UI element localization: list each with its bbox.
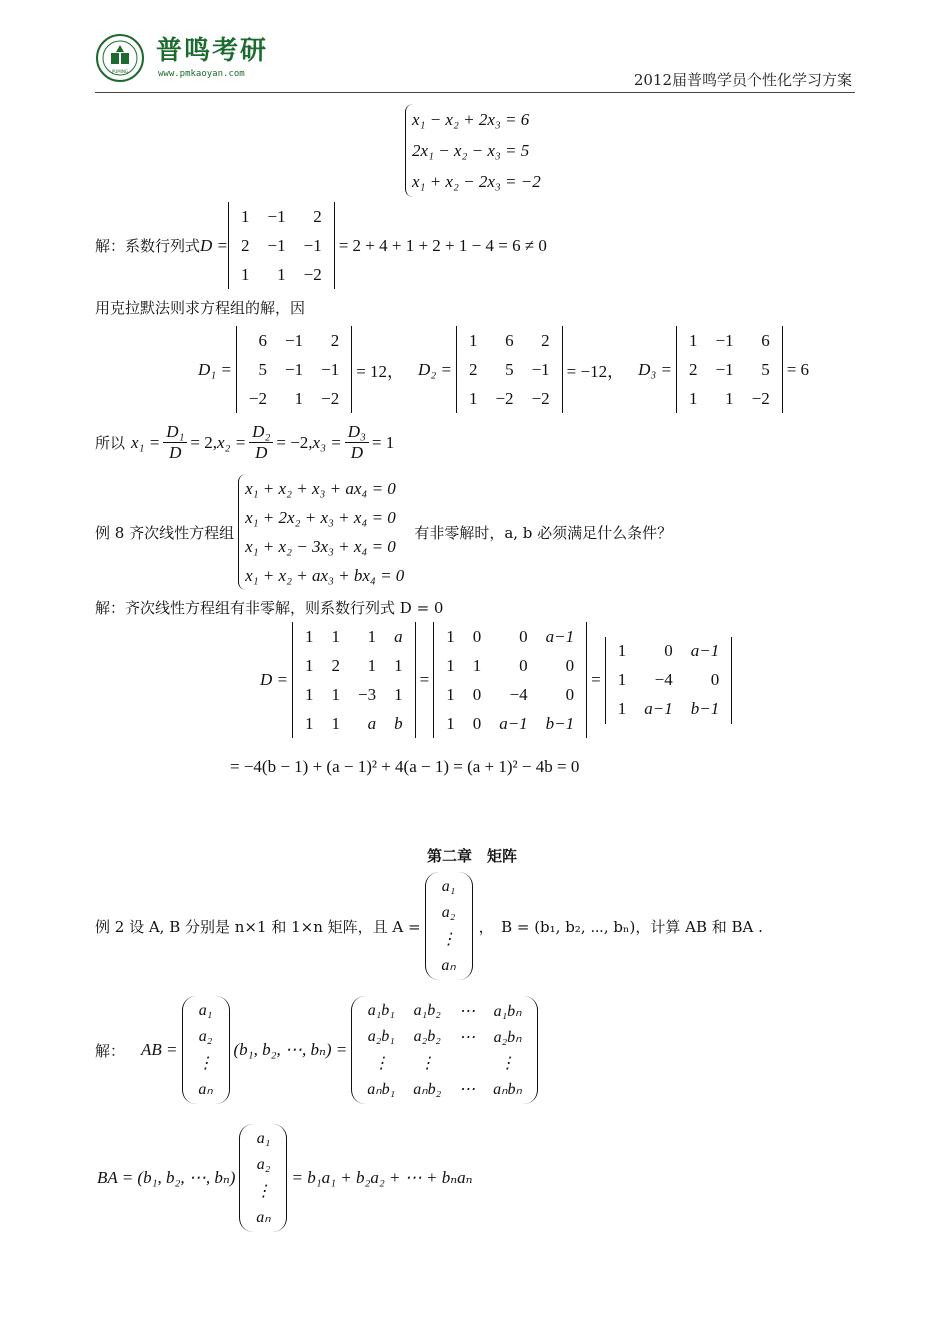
x3-value: = 1 bbox=[371, 432, 395, 452]
matrix-entry: −1 bbox=[285, 330, 304, 350]
matrix-entry: 5 bbox=[761, 359, 770, 379]
x1-label: x₁ = bbox=[131, 432, 161, 452]
column-vector-A bbox=[425, 872, 473, 980]
matrix-entry: −2 bbox=[531, 388, 550, 408]
matrix-entry: 1 bbox=[446, 655, 455, 675]
fraction-denominator: D bbox=[255, 443, 268, 462]
matrix-entry: 5 bbox=[258, 359, 268, 379]
determinant-M1 bbox=[292, 622, 416, 738]
matrix-entry: 0 bbox=[710, 670, 720, 689]
determinant-D bbox=[228, 202, 335, 289]
matrix-entry: 1 bbox=[446, 713, 455, 733]
matrix-entry: 2 bbox=[468, 359, 478, 379]
example-2-label: 例 2 设 A, B 分别是 n×1 和 1×n 矩阵，且 A = bbox=[95, 917, 421, 936]
matrix-entry: 1 bbox=[294, 388, 304, 408]
equation-line: x₁ + x₂ − 2x₃ = −2 bbox=[412, 172, 541, 191]
matrix-entry: −2 bbox=[248, 388, 268, 408]
matrix-entry: a₂b₁ bbox=[367, 1028, 395, 1045]
matrix-entry: a₁ bbox=[256, 1130, 271, 1147]
equation-line: 2x₁ − x₂ − x₃ = 5 bbox=[412, 141, 530, 160]
matrix-entry: a₂bₙ bbox=[493, 1029, 522, 1046]
matrix-entry: −4 bbox=[654, 670, 673, 689]
brand-name: 普鸣考研 bbox=[156, 36, 269, 66]
plan-title: 2012届普鸣学员个性化学习方案 bbox=[633, 71, 852, 89]
cramer-text: 用克拉默法则求方程组的解，因 bbox=[95, 299, 306, 317]
matrix-entry: ⋯ bbox=[459, 1081, 476, 1098]
matrix-entry: a₂b₂ bbox=[413, 1028, 441, 1045]
matrix-entry: 2 bbox=[241, 235, 250, 255]
matrix-entry: ⋮ bbox=[499, 1055, 516, 1072]
matrix-entry: a₁b₂ bbox=[413, 1002, 441, 1019]
matrix-entry: 1 bbox=[725, 388, 734, 408]
matrix-entry: 1 bbox=[617, 641, 627, 660]
matrix-entry: −1 bbox=[267, 235, 286, 255]
solution-values-row bbox=[95, 422, 394, 463]
matrix-entry: 0 bbox=[519, 626, 528, 646]
equation-system-1 bbox=[405, 104, 541, 197]
matrix-entry: aₙ bbox=[441, 957, 456, 974]
column-vector-a-2 bbox=[239, 1124, 287, 1232]
AB-label: AB = bbox=[141, 1040, 178, 1059]
solution-label-2: 解： bbox=[95, 1041, 126, 1060]
matrix-entry: 2 bbox=[330, 330, 340, 350]
x2-value: = −2, bbox=[276, 432, 313, 452]
matrix-entry: ⋮ bbox=[373, 1055, 390, 1072]
matrix-entry: 0 bbox=[472, 626, 482, 646]
D-label: D = bbox=[200, 235, 229, 255]
matrix-entry: 1 bbox=[617, 699, 627, 718]
matrix-entry: −1 bbox=[715, 359, 734, 379]
fraction-x2 bbox=[249, 422, 273, 463]
matrix-entry: a bbox=[394, 626, 403, 646]
matrix-entry: aₙbₙ bbox=[493, 1081, 522, 1098]
matrix-entry: 1 bbox=[241, 264, 250, 284]
BA-result: = b₁a₁ + b₂a₂ + ⋯ + bₙaₙ bbox=[291, 1168, 473, 1187]
determinant-M3 bbox=[605, 637, 732, 724]
D-result: = 2 + 4 + 1 + 2 + 1 − 4 = 6 ≠ 0 bbox=[338, 235, 547, 255]
matrix-entry: 1 bbox=[394, 684, 403, 704]
D1-result: = 12， bbox=[356, 362, 405, 381]
so-label: 所以 bbox=[95, 434, 126, 452]
matrix-entry: 1 bbox=[305, 713, 314, 733]
fraction-numerator: D₃ bbox=[345, 422, 369, 443]
matrix-entry: −1 bbox=[303, 235, 322, 255]
matrix-entry: 0 bbox=[565, 684, 575, 704]
matrix-entry: 1 bbox=[331, 713, 340, 733]
determinant-M2 bbox=[433, 622, 587, 738]
matrix-entry: 6 bbox=[258, 330, 268, 350]
matrix-entry: −1 bbox=[285, 359, 304, 379]
matrix-entry: ⋯ bbox=[459, 1029, 476, 1046]
matrix-entry: a₁ bbox=[198, 1002, 213, 1019]
fraction-x3 bbox=[345, 422, 369, 463]
matrix-entry: 1 bbox=[305, 684, 314, 704]
determinant-D1 bbox=[236, 326, 352, 413]
column-vector-a bbox=[182, 996, 230, 1104]
matrix-entry: a₁bₙ bbox=[493, 1003, 522, 1020]
x1-value: = 2, bbox=[190, 432, 217, 452]
matrix-entry: 1 bbox=[331, 684, 340, 704]
matrix-entry: 1 bbox=[331, 626, 340, 646]
matrix-entry: a−1 bbox=[690, 641, 720, 660]
equation-system-2 bbox=[238, 474, 404, 590]
brand-url: www.pmkaoyan.com bbox=[158, 69, 245, 79]
matrix-entry: 1 bbox=[617, 670, 627, 689]
matrix-entry: 6 bbox=[505, 330, 514, 350]
matrix-entry bbox=[450, 1050, 484, 1076]
matrix-entry: a bbox=[367, 713, 377, 733]
matrix-entry: 0 bbox=[472, 713, 482, 733]
matrix-entry: −2 bbox=[495, 388, 514, 408]
matrix-entry: 6 bbox=[761, 330, 770, 350]
matrix-entry: 1 bbox=[367, 626, 377, 646]
matrix-entry: −2 bbox=[303, 264, 322, 284]
fraction-numerator: D₂ bbox=[249, 422, 273, 443]
svg-text:PUMING: PUMING bbox=[111, 69, 129, 74]
logo-icon bbox=[95, 33, 145, 83]
equation-line: x₁ + x₂ + ax₃ + bx₄ = 0 bbox=[245, 566, 405, 585]
example-8-label: 例 8 齐次线性方程组 bbox=[95, 523, 235, 542]
equation-line: x₁ + 2x₂ + x₃ + x₄ = 0 bbox=[245, 508, 396, 527]
matrix-entry: −2 bbox=[321, 388, 340, 408]
matrix-entry: 1 bbox=[277, 264, 286, 284]
matrix-entry: a₂ bbox=[441, 904, 456, 921]
matrix-entry: a−1 bbox=[499, 713, 528, 733]
header-divider bbox=[95, 92, 855, 93]
matrix-entry: ⋯ bbox=[459, 1003, 476, 1020]
matrix-entry: 1 bbox=[472, 655, 482, 675]
matrix-entry: a₁ bbox=[441, 878, 456, 895]
D1-label: D₁ = bbox=[198, 359, 232, 379]
matrix-entry: a₂ bbox=[256, 1156, 271, 1173]
matrix-entry: aₙb₁ bbox=[367, 1081, 396, 1098]
x3-label: x₃ = bbox=[312, 432, 342, 452]
fraction-denominator: D bbox=[169, 443, 182, 462]
example-2-text: ， B = (b₁, b₂, ⋯, bₙ)，计算 AB 和 BA . bbox=[478, 917, 763, 936]
matrix-entry: −1 bbox=[267, 206, 286, 226]
example-8-solution-text: 解：齐次线性方程组有非零解，则系数行列式 D = 0 bbox=[95, 599, 444, 617]
matrix-entry: ⋮ bbox=[255, 1183, 272, 1200]
fraction-x1 bbox=[163, 422, 187, 463]
example-8 bbox=[95, 474, 672, 590]
matrix-entry: a₁b₁ bbox=[367, 1002, 395, 1019]
determinant-D2 bbox=[456, 326, 563, 413]
AB-matrix bbox=[351, 996, 538, 1104]
matrix-entry: 1 bbox=[446, 626, 455, 646]
determinant-D3 bbox=[676, 326, 783, 413]
matrix-entry: 0 bbox=[519, 655, 528, 675]
AB-computation bbox=[95, 996, 538, 1104]
matrix-entry: 2 bbox=[689, 359, 698, 379]
fraction-denominator: D bbox=[350, 443, 363, 462]
equals-sign: = bbox=[591, 670, 601, 689]
equals-sign: = bbox=[419, 670, 430, 689]
matrix-entry: aₙb₂ bbox=[413, 1081, 442, 1098]
matrix-entry: 1 bbox=[305, 655, 314, 675]
row-vector-b: (b₁, b₂, ⋯, bₙ) = bbox=[233, 1040, 348, 1059]
matrix-entry: aₙ bbox=[256, 1209, 271, 1226]
BA-label: BA = (b₁, b₂, ⋯, bₙ) bbox=[97, 1168, 236, 1187]
D3-label: D₃ = bbox=[638, 359, 673, 379]
matrix-entry: ⋮ bbox=[440, 931, 457, 948]
equation-line: x₁ + x₂ − 3x₃ + x₄ = 0 bbox=[245, 537, 396, 556]
matrix-entry: b−1 bbox=[690, 699, 720, 718]
matrix-entry: a−1 bbox=[644, 699, 673, 718]
BA-computation bbox=[97, 1124, 473, 1232]
D3-result: = 6 bbox=[786, 359, 810, 379]
matrix-entry: 1 bbox=[468, 330, 478, 350]
determinant-chain bbox=[260, 622, 732, 738]
matrix-entry: 1 bbox=[367, 655, 377, 675]
example-2 bbox=[95, 872, 763, 980]
matrix-entry: a−1 bbox=[545, 626, 575, 646]
D2-label: D₂ = bbox=[418, 359, 452, 379]
matrix-entry: b−1 bbox=[545, 713, 575, 733]
matrix-entry: ⋮ bbox=[419, 1055, 436, 1072]
final-condition: = −4(b − 1) + (a − 1)² + 4(a − 1) = (a + 1)² − 4b = 0 bbox=[230, 757, 580, 776]
matrix-entry: 0 bbox=[664, 641, 673, 660]
example-8-question: 有非零解时，a, b 必须满足什么条件？ bbox=[414, 523, 673, 542]
cramer-determinants-row bbox=[198, 326, 809, 413]
matrix-entry: 0 bbox=[472, 684, 482, 704]
matrix-entry: 1 bbox=[689, 330, 698, 350]
x2-label: x₂ = bbox=[216, 432, 247, 452]
coefficient-determinant-row bbox=[95, 202, 547, 289]
chapter-title: 第二章 矩阵 bbox=[427, 847, 518, 865]
matrix-entry: 5 bbox=[505, 359, 514, 379]
matrix-entry: 1 bbox=[468, 388, 478, 408]
matrix-entry: −1 bbox=[531, 359, 550, 379]
matrix-entry: 2 bbox=[313, 206, 322, 226]
matrix-entry: −1 bbox=[321, 359, 340, 379]
D-label-2: D = bbox=[260, 670, 288, 689]
matrix-entry: 1 bbox=[241, 206, 250, 226]
matrix-entry: ⋮ bbox=[197, 1055, 214, 1072]
matrix-entry: 1 bbox=[446, 684, 455, 704]
matrix-entry: 1 bbox=[394, 655, 403, 675]
matrix-entry: 1 bbox=[689, 388, 698, 408]
equation-line: x₁ + x₂ + x₃ + ax₄ = 0 bbox=[245, 479, 396, 498]
matrix-entry: 2 bbox=[541, 330, 550, 350]
D2-result: = −12， bbox=[566, 362, 625, 381]
matrix-entry: aₙ bbox=[198, 1081, 213, 1098]
fraction-numerator: D₁ bbox=[163, 422, 187, 443]
solution-label: 解：系数行列式 bbox=[95, 237, 201, 255]
matrix-entry: b bbox=[394, 713, 403, 733]
equation-line: x₁ − x₂ + 2x₃ = 6 bbox=[412, 110, 530, 129]
matrix-entry: 2 bbox=[331, 655, 340, 675]
matrix-entry: −1 bbox=[715, 330, 734, 350]
matrix-entry: a₂ bbox=[198, 1028, 213, 1045]
matrix-entry: 1 bbox=[305, 626, 314, 646]
matrix-entry: 0 bbox=[565, 655, 575, 675]
matrix-entry: −4 bbox=[509, 684, 528, 704]
matrix-entry: −3 bbox=[358, 684, 377, 704]
matrix-entry: −2 bbox=[751, 388, 770, 408]
